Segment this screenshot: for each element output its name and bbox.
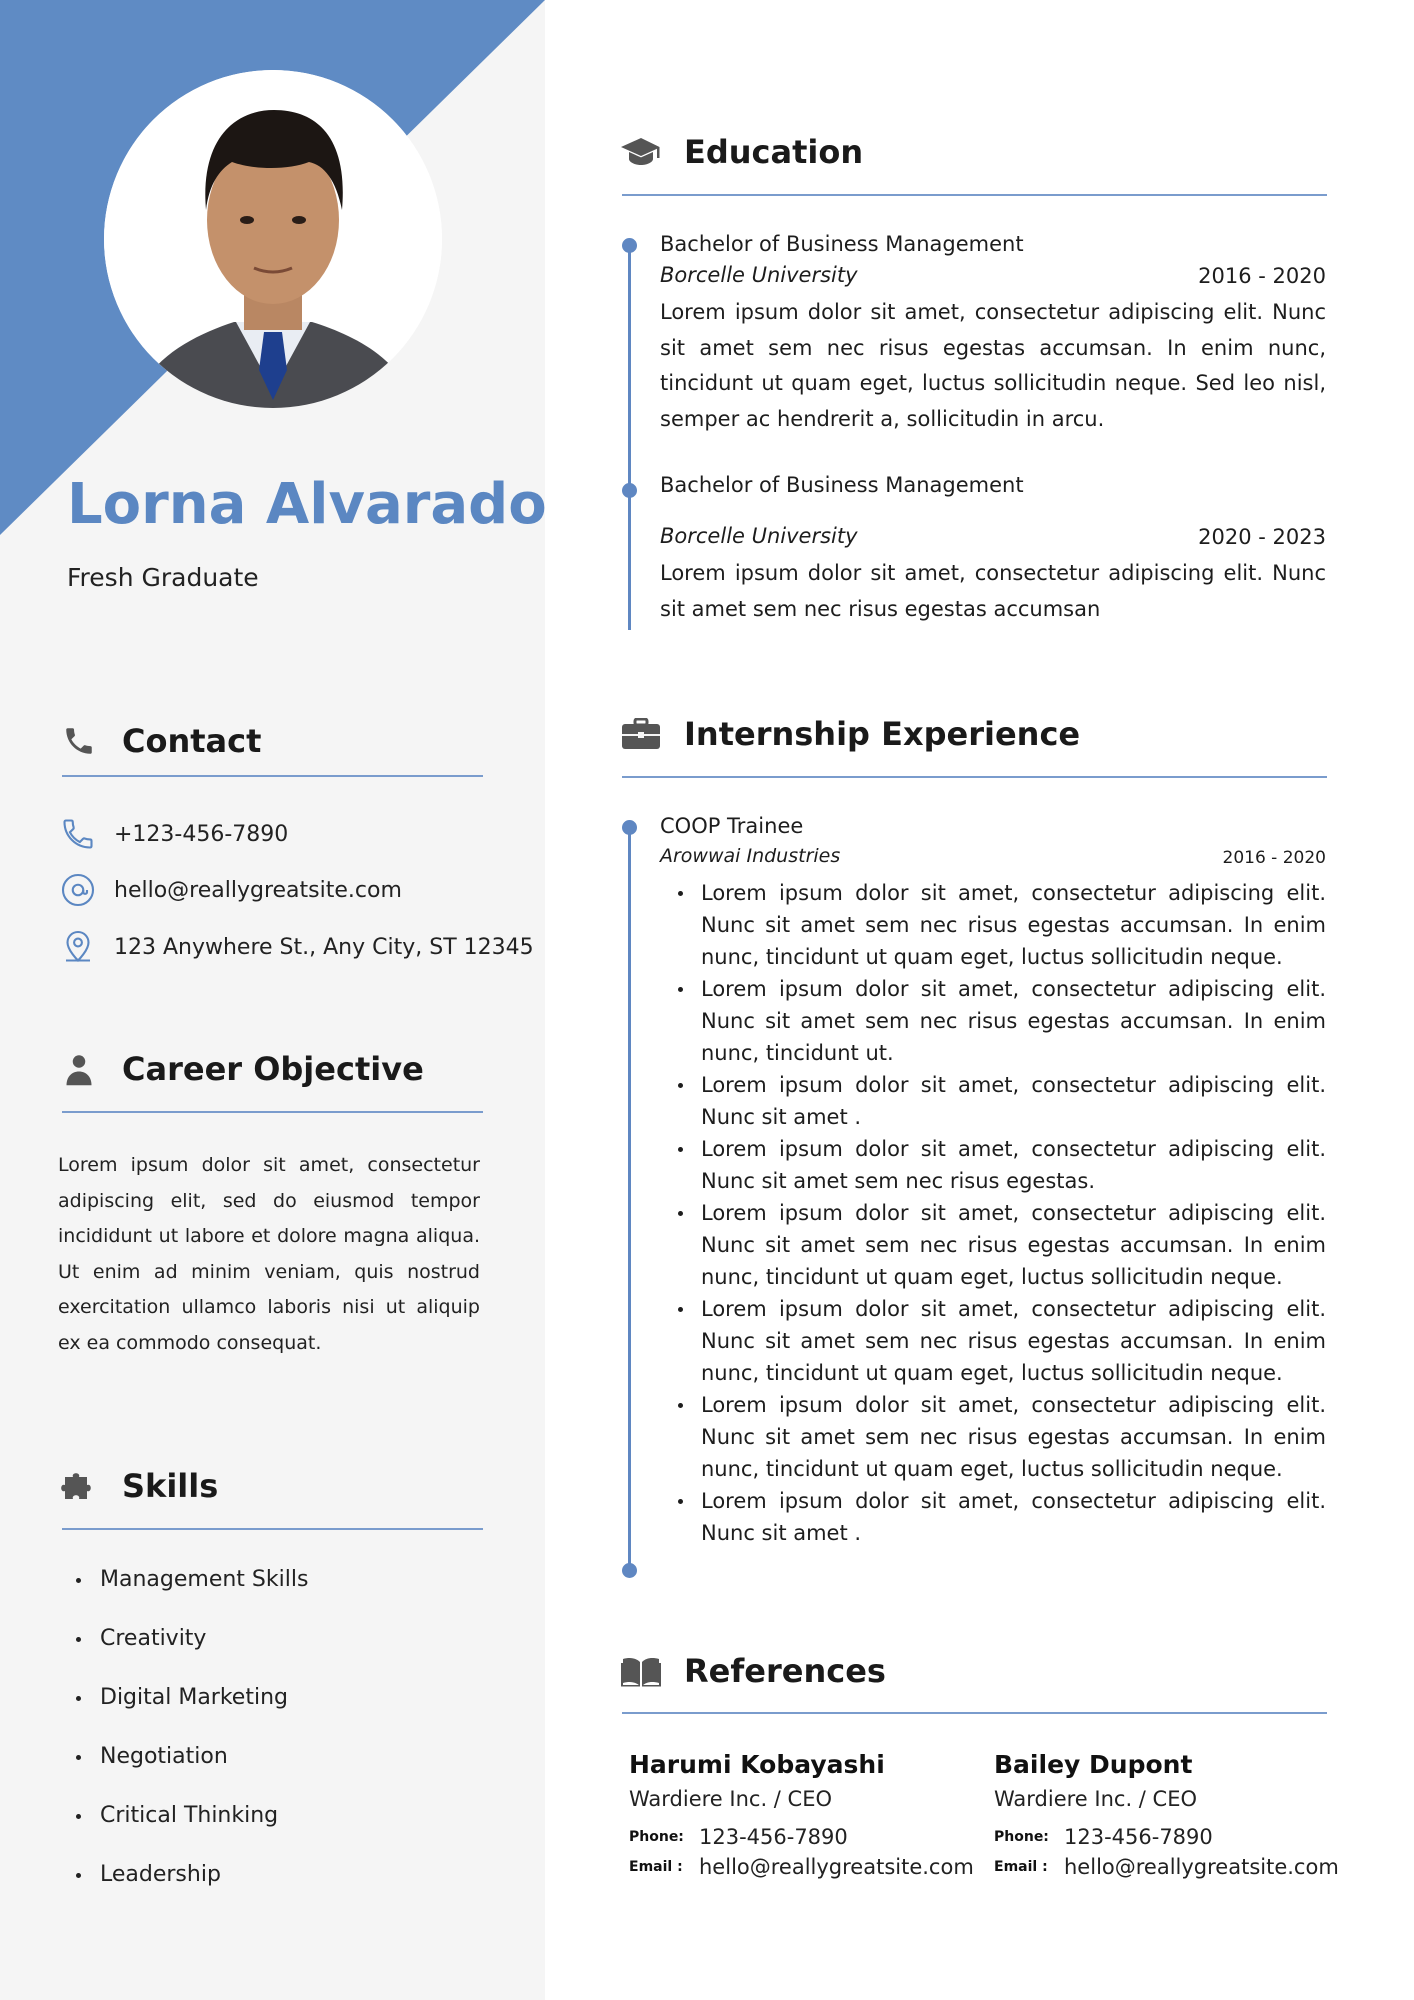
internship-company: Arowwai Industries [660, 845, 841, 867]
briefcase-icon [620, 713, 662, 755]
education-description: Lorem ipsum dolor sit amet, consectetur adipiscing elit. Nunc sit amet sem nec risus egestas accumsan. In enim nunc, tincidunt ut quam eget, luctus sollicitudin neque. Sed leo nisl, semper ac hendrerit a, sollicitudin in arcu. [660, 300, 1326, 431]
references-heading: References [684, 1652, 886, 1690]
references-divider [622, 1712, 1327, 1714]
person-icon [58, 1048, 100, 1090]
reference-phone[interactable]: 123-456-7890 [699, 1825, 848, 1849]
internship-timeline [628, 826, 631, 1572]
reference-email[interactable]: hello@reallygreatsite.com [699, 1855, 974, 1879]
reference-card [994, 1750, 1354, 1879]
internship-years: 2016 - 2020 [1222, 848, 1326, 868]
reference-company: Wardiere Inc. / CEO [629, 1787, 833, 1811]
internship-bullet: Lorem ipsum dolor sit amet, consectetur adipiscing elit. Nunc sit amet . [660, 1069, 1326, 1133]
internship-bullets [660, 877, 1326, 1549]
reference-email-label: Email : [629, 1859, 683, 1875]
book-icon [620, 1650, 662, 1692]
internship-bullet: Lorem ipsum dolor sit amet, consectetur adipiscing elit. Nunc sit amet sem nec risus egestas accumsan. In enim nunc, tincidunt ut. [660, 973, 1326, 1069]
education-description: Lorem ipsum dolor sit amet, consectetur adipiscing elit. Nunc sit amet sem nec risus egestas accumsan [660, 561, 1326, 621]
internship-heading: Internship Experience [684, 715, 1081, 753]
contact-email-row [58, 870, 402, 910]
contact-address-row [58, 927, 534, 967]
portrait-illustration [104, 70, 442, 408]
reference-phone-label: Phone: [994, 1829, 1049, 1845]
internship-bullet: Lorem ipsum dolor sit amet, consectetur adipiscing elit. Nunc sit amet sem nec risus egestas accumsan. In enim nunc, tincidunt ut quam eget, luctus sollicitudin neque. [660, 1389, 1326, 1485]
education-heading: Education [684, 133, 864, 171]
education-divider [622, 194, 1327, 196]
references-section-header [620, 1650, 886, 1692]
internship-section-header [620, 713, 1080, 755]
skill-item: Creativity [62, 1619, 308, 1678]
reference-card [629, 1750, 989, 1879]
contact-email[interactable]: hello@reallygreatsite.com [114, 877, 402, 903]
objective-text: Lorem ipsum dolor sit amet, consectetur adipiscing elit, sed do eiusmod tempor incididunt ut labore et dolore magna aliqua. Ut enim ad minim veniam, quis nostrud exercitation ullamco laboris nisi ut aliquip ex ea commodo consequat. [58, 1154, 480, 1354]
internship-divider [622, 776, 1327, 778]
skill-item: Critical Thinking [62, 1796, 308, 1855]
reference-phone-row [994, 1825, 1354, 1849]
contact-heading: Contact [122, 722, 262, 760]
profile-name: Lorna Alvarado [67, 472, 547, 537]
internship-end-dot [622, 1563, 637, 1578]
contact-address: 123 Anywhere St., Any City, ST 12345 [114, 934, 534, 960]
contact-phone[interactable]: +123-456-7890 [114, 821, 289, 847]
skills-section-header [58, 1465, 218, 1507]
internship-title: COOP Trainee [660, 814, 804, 838]
puzzle-icon [58, 1465, 100, 1507]
internship-dot [622, 820, 637, 835]
reference-email-row [994, 1855, 1354, 1879]
phone-icon [58, 720, 100, 762]
objective-section-header [58, 1048, 424, 1090]
profile-photo [104, 70, 442, 408]
contact-phone-row [58, 814, 288, 854]
objective-heading: Career Objective [122, 1050, 424, 1088]
objective-divider [62, 1111, 483, 1113]
contact-section-header [58, 720, 261, 762]
contact-divider [62, 775, 483, 777]
reference-email-label: Email : [994, 1859, 1048, 1875]
reference-phone-label: Phone: [629, 1829, 684, 1845]
internship-bullet: Lorem ipsum dolor sit amet, consectetur adipiscing elit. Nunc sit amet . [660, 1485, 1326, 1549]
internship-bullet: Lorem ipsum dolor sit amet, consectetur adipiscing elit. Nunc sit amet sem nec risus egestas. [660, 1133, 1326, 1197]
skills-list [62, 1560, 308, 1914]
education-timeline [628, 246, 631, 630]
education-school: Borcelle University [660, 524, 858, 548]
skills-heading: Skills [122, 1467, 219, 1505]
education-degree: Bachelor of Business Management [660, 473, 1024, 497]
education-section-header [620, 131, 863, 173]
reference-name: Harumi Kobayashi [629, 1750, 885, 1779]
at-sign-icon [58, 870, 98, 910]
skill-item: Digital Marketing [62, 1678, 308, 1737]
education-dot [622, 483, 637, 498]
reference-email-row [629, 1855, 989, 1879]
reference-email[interactable]: hello@reallygreatsite.com [1064, 1855, 1339, 1879]
skills-divider [62, 1528, 483, 1530]
education-degree: Bachelor of Business Management [660, 232, 1024, 256]
education-dot [622, 238, 637, 253]
internship-bullet: Lorem ipsum dolor sit amet, consectetur adipiscing elit. Nunc sit amet sem nec risus egestas accumsan. In enim nunc, tincidunt ut quam eget, luctus sollicitudin neque. [660, 877, 1326, 973]
education-years: 2016 - 2020 [1198, 264, 1326, 288]
graduation-cap-icon [620, 131, 662, 173]
skill-item: Management Skills [62, 1560, 308, 1619]
profile-role: Fresh Graduate [67, 563, 259, 592]
reference-company: Wardiere Inc. / CEO [994, 1787, 1198, 1811]
reference-phone[interactable]: 123-456-7890 [1064, 1825, 1213, 1849]
skill-item: Negotiation [62, 1737, 308, 1796]
internship-bullet: Lorem ipsum dolor sit amet, consectetur adipiscing elit. Nunc sit amet sem nec risus egestas accumsan. In enim nunc, tincidunt ut quam eget, luctus sollicitudin neque. [660, 1197, 1326, 1293]
location-pin-icon [58, 927, 98, 967]
skill-item: Leadership [62, 1855, 308, 1914]
internship-bullet: Lorem ipsum dolor sit amet, consectetur adipiscing elit. Nunc sit amet sem nec risus egestas accumsan. In enim nunc, tincidunt ut quam eget, luctus sollicitudin neque. [660, 1293, 1326, 1389]
reference-name: Bailey Dupont [994, 1750, 1193, 1779]
phone-outline-icon [58, 814, 98, 854]
reference-phone-row [629, 1825, 989, 1849]
education-years: 2020 - 2023 [1198, 525, 1326, 549]
education-school: Borcelle University [660, 263, 858, 287]
